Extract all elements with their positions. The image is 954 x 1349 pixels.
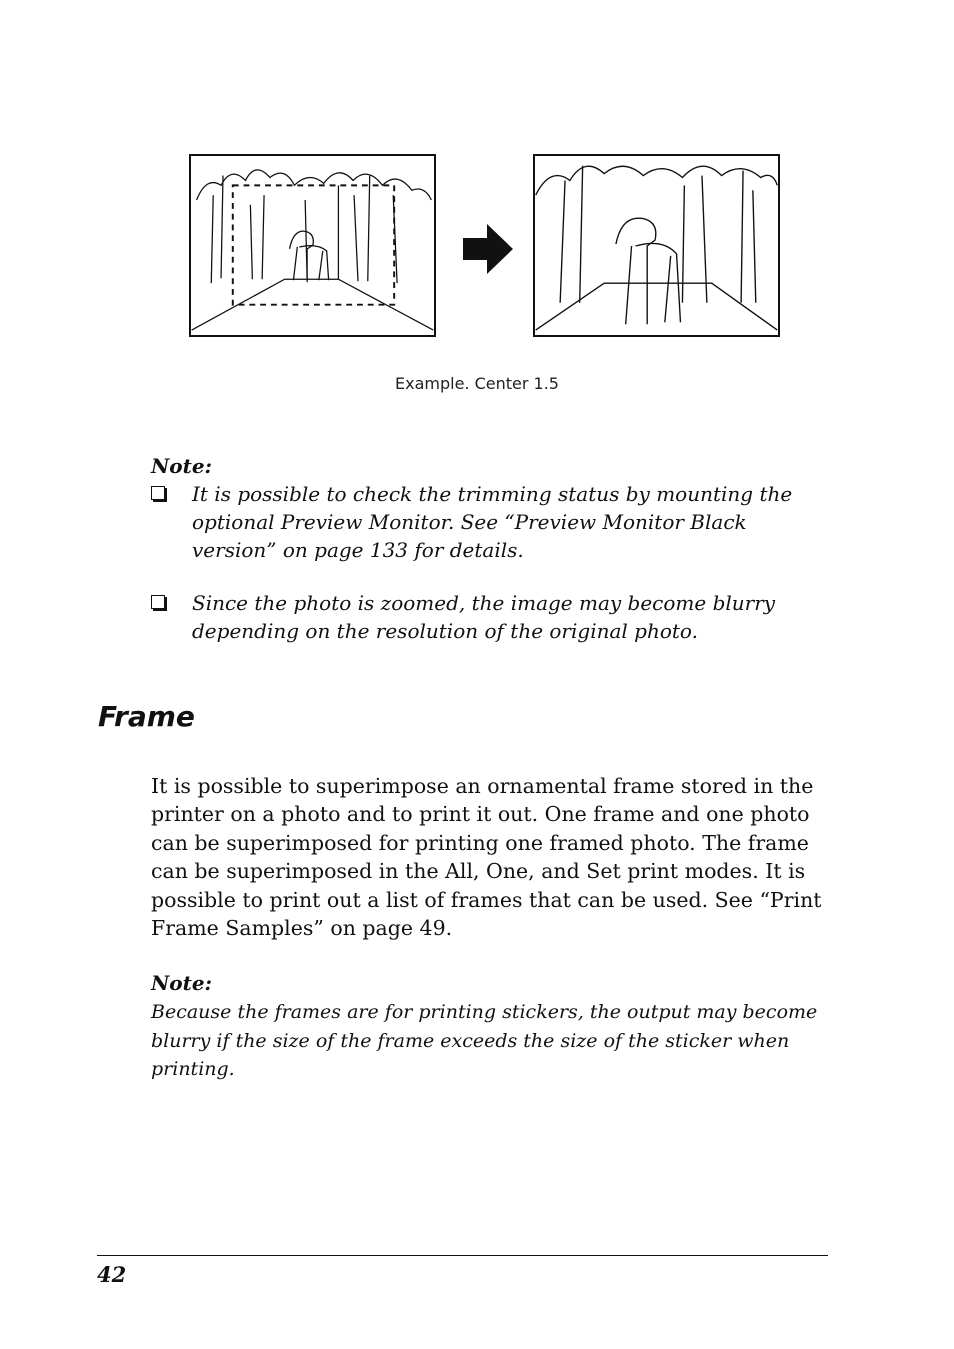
figure-caption: Example. Center 1.5 <box>395 374 559 393</box>
note-item-text: Since the photo is zoomed, the image may become blurry depending on the resolution of the original photo. <box>192 591 776 643</box>
section-heading: Frame <box>98 700 195 733</box>
section-body: It is possible to superimpose an ornamental frame stored in the printer on a photo and to print it out. One frame and one photo can be superimposed for printing one framed photo. The frame can be superimposed in the All, One, and Set print modes. It is possible to print out a list of frames that can be used. See “Print Frame Samples” on page 49. <box>151 774 822 941</box>
list-item <box>151 480 831 564</box>
checkbox-bullet-icon <box>151 486 165 500</box>
park-dog-zoomed-illustration <box>535 156 778 335</box>
park-dog-with-crop-box-illustration <box>191 156 434 335</box>
note-label: Note: <box>151 971 212 995</box>
list-item <box>151 589 831 645</box>
checkbox-bullet-icon <box>151 595 165 609</box>
note-item-text: It is possible to check the trimming status by mounting the optional Preview Monitor. See “Preview Monitor Black version” on page 133 for details. <box>192 482 793 562</box>
original-photo-illustration <box>189 154 436 337</box>
right-arrow-icon <box>463 224 513 274</box>
page-number: 42 <box>97 1262 127 1287</box>
note-text: Because the frames are for printing stickers, the output may become blurry if the size of the frame exceeds the size of the sticker when printing. <box>151 1001 818 1080</box>
zoomed-photo-illustration <box>533 154 780 337</box>
note-label: Note: <box>151 454 212 478</box>
note-list <box>151 480 831 670</box>
footer-divider <box>97 1255 828 1256</box>
example-figure <box>189 154 783 340</box>
